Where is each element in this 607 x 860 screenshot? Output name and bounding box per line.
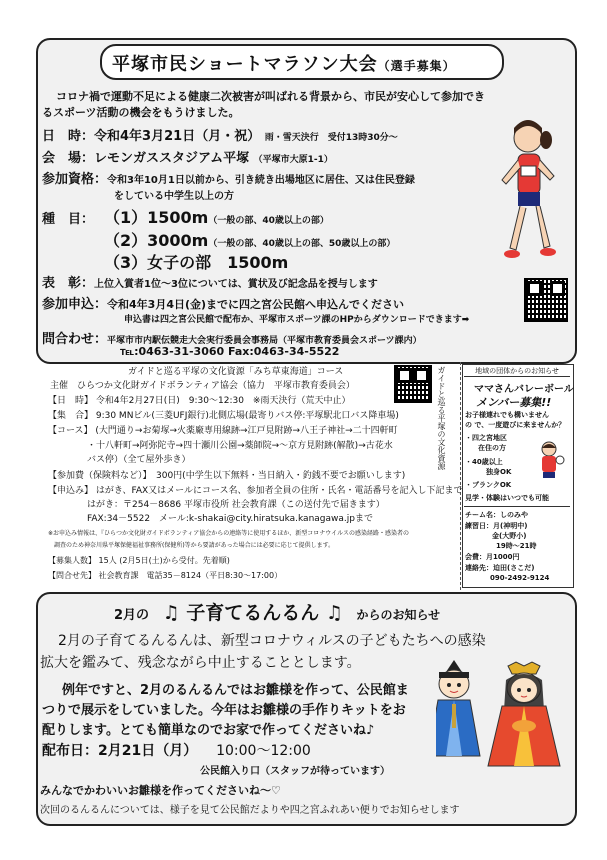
event-3: （3）女子の部 1500m	[104, 253, 289, 272]
kosodate-title-pre: 2月の	[114, 608, 150, 623]
marathon-award	[42, 272, 378, 291]
guide-note-1: ※お申込み情報は、『ひらつか文化財ガイドボランティア協会からの連絡等に使用するほか、新型コロナウイルスの感染経路・感染者の	[48, 530, 409, 537]
guide-apply-3: FAX:34－5522 メール:k-shakai@city.hiratsuka.kanagawa.jpまで	[78, 514, 373, 524]
apply-label: 参加申込：	[42, 297, 108, 312]
marathon-title	[112, 50, 456, 76]
guide-side-caption: ガイドと巡る平塚の文化資源	[437, 366, 446, 470]
marathon-intro-2: るスポーツ活動の機会をもうけました。	[42, 106, 240, 119]
marathon-venue	[42, 147, 333, 166]
marathon-qr-code	[524, 278, 568, 322]
event-1	[104, 205, 329, 228]
guide-meet: 【集 合】 9:30 MNビル(三菱UFJ銀行)北側広場(最寄りバス停:平塚駅北口バス降車場)	[48, 411, 399, 421]
volley-req-1: ・四之宮地区	[465, 434, 507, 442]
kosodate-date	[42, 740, 311, 760]
kosodate-place: 公民館入り口（スタッフが待っています）	[200, 766, 390, 777]
event-2-note: （一般の部、40歳以上の部、50歳以上の部）	[208, 239, 396, 249]
volley-title-1: ママさんバレーボール	[474, 384, 574, 395]
volley-team: チーム名：しのみや	[465, 511, 528, 519]
kosodate-bold-1: 例年ですと、2月のるんるんではお雛様を作って、公民館ま	[62, 683, 409, 698]
volley-req-6: 見学・体験はいつでも可能	[465, 494, 549, 502]
contact-label: 問合わせ：	[42, 332, 108, 347]
kosodate-para-1: 2月の子育てるんるんは、新型コロナウィルスの子どもたちへの感染	[58, 633, 486, 649]
marathon-title-main: 平塚市民ショートマラソン大会	[112, 54, 378, 75]
venue-value: レモンガススタジアム平塚	[94, 151, 250, 166]
volleyball-player-illustration	[533, 440, 565, 486]
award-label: 表 彰：	[42, 276, 95, 291]
volley-fee: 会費：月1000円	[465, 553, 520, 561]
distribution-date: 配布日：2月21日（月）	[42, 743, 198, 759]
date-label: 日 時：	[42, 129, 95, 144]
guide-apply-2: はがき：〒254－8686 平塚市役所 社会教育課（この送付先で届きます）	[78, 500, 385, 510]
distribution-time: 10:00～12:00	[216, 743, 311, 759]
kosodate-footer: 次回のるんるんについては、様子を見て公民館だよりや四之宮ふれあい便りでお知らせします	[40, 805, 460, 816]
apply-value: 令和4年3月4日(金)までに四之宮公民館へ申込んでください	[107, 298, 405, 311]
volley-title-2: メンバー募集!!	[476, 396, 552, 409]
guide-date: 【日 時】 令和4年2月27日(日) 9:30～12:30 ※雨天決行（荒天中止）	[48, 396, 351, 406]
venue-label: 会 場：	[42, 151, 95, 166]
date-value: 令和4年3月21日（月・祝）	[94, 129, 261, 144]
event-1-note: （一般の部、40歳以上の部）	[208, 216, 329, 226]
volley-practice-1: 練習日：月(神明中)	[465, 522, 528, 530]
marathon-title-sub: （選手募集）	[377, 59, 456, 73]
volley-divider	[464, 506, 570, 507]
runner-illustration	[492, 118, 562, 278]
event-2-name: （2）3000m	[104, 231, 209, 250]
qual-label: 参加資格：	[42, 172, 108, 187]
kosodate-title	[114, 598, 440, 625]
guide-fee: 【参加費（保険料など）】 300円(中学生以下無料・当日納入・釣銭不要でお願いします)	[48, 471, 406, 481]
marathon-date	[42, 125, 398, 144]
kosodate-bold-2: つりで展示をしていました。今年はお雛様の手作りキットをお	[42, 703, 406, 718]
guide-note-2: 調査のため神奈川県平塚保健福祉事務所(保健所)等から要請があった場合には必要に応じて提供します。	[48, 542, 335, 549]
kosodate-title-main: ♫ 子育てるんるん ♫	[162, 602, 343, 624]
guide-organizer: 主催 ひらつか文化財ガイドボランティア協会（協力 平塚市教育委員会）	[50, 381, 355, 391]
marathon-intro-1: コロナ禍で運動不足による健康二次被害が叫ばれる背景から、市民が安心して参加でき	[56, 90, 485, 103]
kosodate-closing: みんなでかわいいお雛様を作ってくださいね～♡	[40, 784, 281, 797]
guide-title: ガイドと巡る平塚の文化資源「みち草東海道」コース	[128, 367, 344, 377]
marathon-apply	[42, 293, 404, 312]
qual-2: をしている中学生以上の方	[114, 191, 234, 202]
volley-practice-3: 19時～21時	[496, 542, 537, 550]
volley-contact-2: 090-2492-9124	[490, 574, 550, 582]
award-value: 上位入賞者1位～3位については、賞状及び記念品を授与します	[94, 279, 378, 290]
guide-course-1: 【コース】 (大門通り→お菊塚→火薬廠専用線跡→江戸見附跡→八王子神社→二十四軒町	[48, 426, 398, 436]
apply-note: 申込書は四之宮公民館で配布か、平塚市スポーツ課のHPからダウンロードできます➡	[124, 315, 470, 325]
volley-practice-2: 金(大野小)	[492, 532, 527, 540]
event-1-name: （1）1500m	[104, 208, 209, 227]
contact-tel: ℡:0463-31-3060 Fax:0463-34-5522	[120, 345, 340, 358]
venue-note: （平塚市大原1-1）	[253, 155, 333, 165]
volley-req-4: 独身OK	[486, 468, 512, 476]
event-label: 種 目：	[42, 212, 95, 227]
kosodate-para-2: 拡大を鑑みて、残念ながら中止することとします。	[40, 655, 361, 671]
volley-req-5: ・ブランクOK	[465, 481, 512, 489]
marathon-qual	[42, 168, 415, 187]
volley-header: 地域の団体からのお知らせ	[464, 366, 570, 377]
qual-1: 令和3年10月1日以前から、引き続き出場地区に居住、又は住民登録	[107, 175, 415, 186]
guide-apply-1: 【申込み】 はがき、FAX又はメールにコース名、参加者全員の住所・氏名・電話番号を記入し下記まで	[48, 486, 463, 496]
guide-course-3: バス停）（全て屋外歩き）	[78, 455, 191, 465]
volley-req-3: ・40歳以上	[465, 458, 503, 466]
hina-dolls-illustration	[436, 660, 570, 780]
contact-value: 平塚市市内駅伝競走大会実行委員会事務局（平塚市教育委員会スポーツ課内）	[107, 336, 422, 346]
guide-course-2: ・十八軒町→阿弥陀寺→四十瀬川公園→薬師院→～京方見附跡(解散)→古花水	[78, 441, 393, 451]
event-2	[104, 228, 395, 251]
kosodate-bold-3: 配りします。とても簡単なのでお家で作ってくださいね♪	[42, 723, 375, 738]
kosodate-title-post: からのお知らせ	[356, 608, 441, 622]
volley-contact-1: 連絡先：迫田(さこだ)	[465, 564, 535, 572]
volley-body-1: お子様連れでも構いません	[465, 411, 549, 419]
volley-req-2: 在住の方	[478, 444, 506, 452]
volley-body-2: の で、一度遊びに来ませんか？	[465, 421, 566, 429]
guide-inquiry: 【問合せ先】 社会教育課 電話35－8124（平日8:30～17:00）	[48, 571, 283, 580]
guide-capacity: 【募集人数】 15人 (2月5日(土)から受付。先着順)	[48, 556, 230, 565]
guide-qr-code	[394, 365, 432, 403]
date-note: 雨・雪天決行 受付13時30分～	[264, 133, 398, 143]
